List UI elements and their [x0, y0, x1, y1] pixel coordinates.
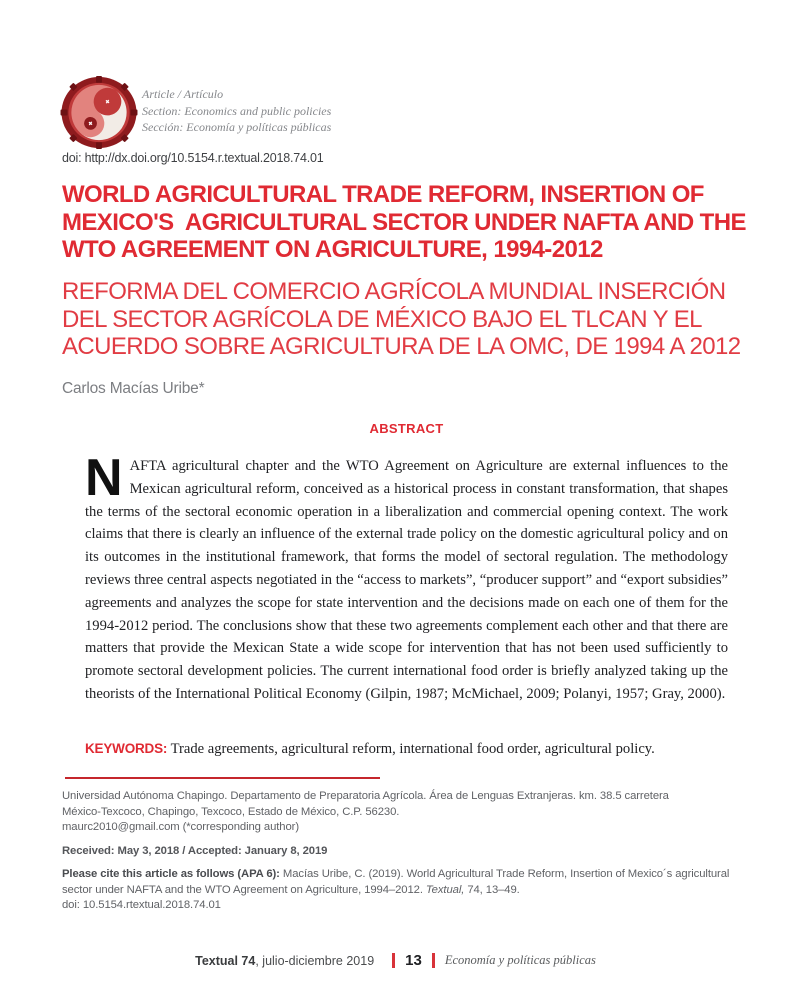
title-english-line: WTO AGREEMENT ON AGRICULTURE, 1994-2012: [62, 236, 603, 263]
author-affiliation: [62, 789, 734, 836]
keywords-line: [85, 741, 728, 758]
citation-pages: 74, 13–49.: [464, 883, 520, 896]
title-english-line: MEXICO'S AGRICULTURAL SECTOR UNDER NAFTA AND THE: [62, 208, 746, 236]
footer-divider: [392, 953, 395, 968]
citation-journal-name: Textual,: [425, 883, 465, 896]
footer-journal-name: Textual 74: [195, 953, 256, 968]
title-english-line: WORLD AGRICULTURAL TRADE REFORM, INSERTION OF: [62, 181, 704, 208]
article-meta: [142, 86, 331, 136]
section-label-en: Section: Economics and public policies: [142, 103, 332, 118]
footer-section-name: Economía y políticas públicas: [444, 953, 596, 967]
doi-link[interactable]: doi: http://dx.doi.org/10.5154.r.textual.2018.74.01: [62, 151, 324, 165]
abstract-text: [85, 449, 728, 706]
title-spanish: [62, 278, 762, 361]
footnote-block: [62, 789, 734, 922]
citation-label: Please cite this article as follows (APA 6):: [62, 868, 280, 880]
keywords-text: Trade agreements, agricultural reform, international food order, agricultural policy.: [167, 741, 655, 757]
footer-issue-label: , julio-diciembre 2019: [255, 953, 375, 968]
affiliation-line: Universidad Autónoma Chapingo. Departamento de Preparatoria Agrícola. Área de Lenguas Extranjeras. km. 38.5 carretera: [62, 790, 669, 802]
dropcap-letter: N: [85, 449, 123, 507]
author-email[interactable]: maurc2010@gmail.com (*corresponding author): [62, 821, 299, 833]
page-footer: [0, 952, 791, 969]
citation-text: Macías Uribe, C. (2019). World Agricultural Trade Reform, Insertion of Mexico´s agricultural sector under NAFTA and the WTO Agreement on Agriculture, 1994–2012.: [62, 868, 730, 896]
citation-note: [62, 867, 734, 914]
citation-doi: doi: 10.5154.rtextual.2018.74.01: [62, 899, 221, 911]
author-name: Carlos Macías Uribe*: [62, 380, 205, 397]
section-label-es: Sección: Economía y políticas públicas: [142, 120, 332, 134]
abstract-paragraph: AFTA agricultural chapter and the WTO Agreement on Agriculture are external influences to the Mexican agricultural reform, conceived as a historical process in constant transformation, that shapes the terms of the sectoral economic operation in a liberalization and commercial opening context. The work claims that there is clearly an influence of the external trade policy on the domestic agricultural policy and on its outcomes in the institutional framework, that forms the model of sectoral regulation. The methodology reviews three central aspects negotiated in the “access to markets”, “producer support” and “export subsidies” agreements and analyzes the scope for state intervention and the decisions made on each one of them for the 1994-2012 period. The conclusions show that these two agreements complement each other and that there are matters that provide the Mexican State a wide scope for intervention that has not been used sufficiently to promote sectoral development policies. The current international food order is briefly analyzed taking up the theorists of the International Political Economy (Gilpin, 1987; McMichael, 2009; Polanyi, 1957; Gray, 2000).: [85, 458, 728, 702]
title-spanish-line: REFORMA DEL COMERCIO AGRÍCOLA MUNDIAL INSERCIÓN: [62, 278, 726, 305]
page-number: 13: [405, 952, 422, 969]
title-spanish-line: ACUERDO SOBRE AGRICULTURA DE LA OMC, DE 1994 A 2012: [62, 333, 741, 360]
affiliation-line: México-Texcoco, Chapingo, Texcoco, Estado de México, C.P. 56230.: [62, 805, 400, 818]
abstract-heading: ABSTRACT: [369, 421, 444, 436]
received-accepted-dates: Received: May 3, 2018 / Accepted: January 8, 2019: [62, 844, 328, 857]
footer-divider: [432, 953, 435, 968]
title-english: [62, 181, 762, 264]
article-type-label: Article / Artículo: [142, 87, 224, 101]
keywords-label: KEYWORDS:: [85, 741, 168, 756]
footnote-rule: [65, 777, 380, 779]
title-spanish-line: DEL SECTOR AGRÍCOLA DE MÉXICO BAJO EL TLCAN Y EL: [62, 305, 702, 333]
journal-logo-icon: [60, 76, 138, 149]
